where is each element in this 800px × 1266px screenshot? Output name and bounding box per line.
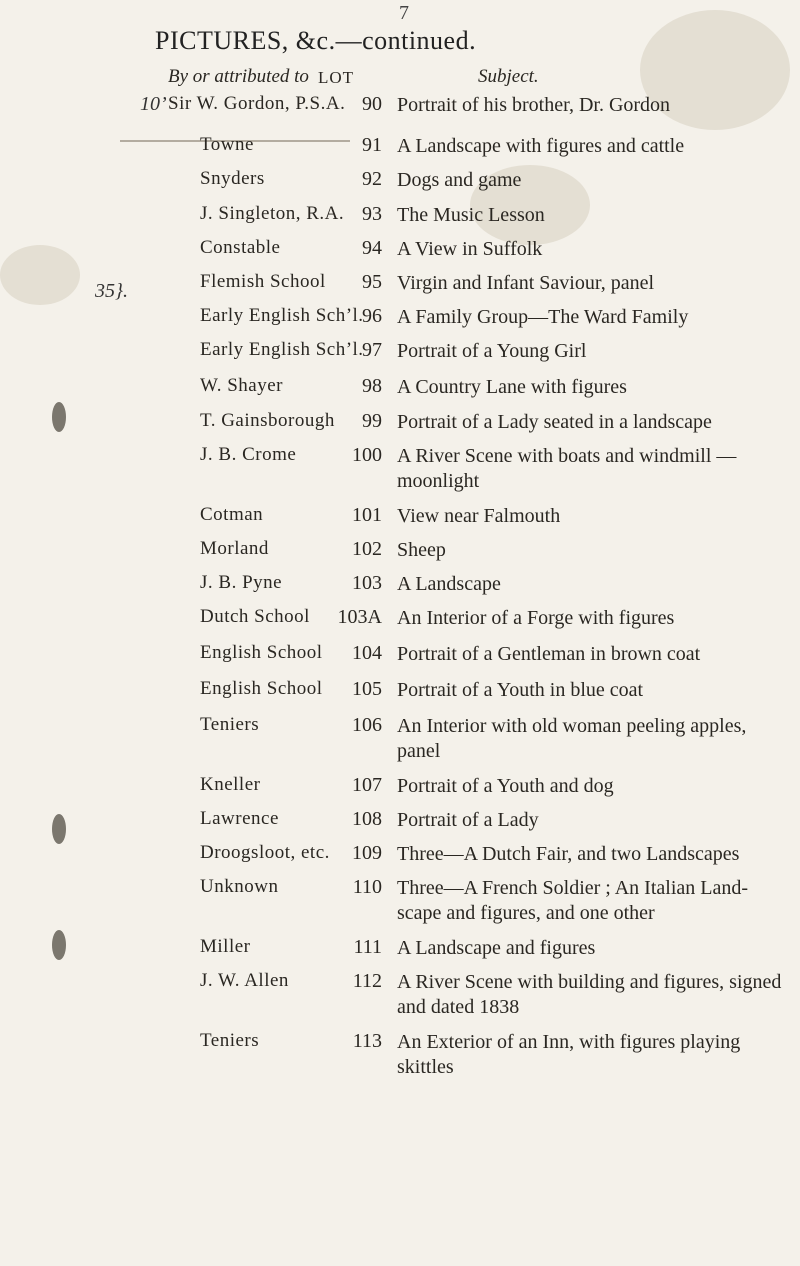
artist-name: J. W. Allen — [200, 970, 289, 991]
lot-description: Portrait of a Youth and dog — [397, 775, 614, 797]
artist-name: Kneller — [200, 774, 261, 795]
margin-note: 10’ — [140, 93, 167, 115]
lot-description: An Interior with old woman peeling apples, panel — [397, 715, 747, 762]
lot-description: Portrait of a Lady seated in a landscape — [397, 411, 712, 433]
artist-name: Teniers — [200, 1030, 260, 1051]
lot-description: An Exterior of an Inn, with figures playing skittles — [397, 1031, 741, 1078]
artist-name: Early English Sch’l. — [200, 305, 364, 326]
lot-number: 110 — [352, 876, 382, 898]
lot-number: 109 — [352, 842, 382, 864]
lot-description: Portrait of his brother, Dr. Gordon — [397, 94, 671, 116]
lot-number: 104 — [352, 642, 382, 664]
lot-number: 94 — [362, 237, 382, 259]
artist-name: Flemish School — [200, 271, 326, 292]
lot-number: 103 — [352, 572, 382, 594]
lot-description: Three—A French Soldier ; An Italian Land-scape and figures, and one other — [397, 877, 749, 924]
lot-description: Portrait of a Lady — [397, 809, 539, 831]
lot-description: Three—A Dutch Fair, and two Landscapes — [397, 843, 740, 865]
lot-number: 111 — [353, 936, 382, 958]
lot-description: A View in Suffolk — [397, 238, 543, 260]
artist-name: W. Shayer — [200, 375, 283, 396]
lot-number: 105 — [352, 678, 382, 700]
lot-description: Portrait of a Gentleman in brown coat — [397, 643, 701, 665]
lot-number: 100 — [352, 444, 382, 466]
lot-number: 108 — [352, 808, 382, 830]
lot-number: 107 — [352, 774, 382, 796]
binding-hole — [52, 402, 66, 432]
artist-name: Sir W. Gordon, P.S.A. — [168, 93, 346, 114]
lot-description: A Family Group—The Ward Family — [397, 306, 689, 328]
lot-description: Virgin and Infant Saviour, panel — [397, 272, 655, 294]
paper-stain — [0, 245, 80, 305]
lot-number: 95 — [362, 271, 382, 293]
lot-description: View near Falmouth — [397, 505, 561, 527]
artist-name: Unknown — [200, 876, 279, 897]
column-header-lot: LOT — [318, 68, 355, 87]
page-heading: PICTURES, &c.—continued. — [155, 26, 477, 55]
artist-name: J. B. Pyne — [200, 572, 283, 593]
lot-description: Dogs and game — [397, 169, 522, 191]
lot-number: 90 — [362, 93, 382, 115]
lot-description: A Country Lane with figures — [397, 376, 627, 398]
lot-number: 101 — [352, 504, 382, 526]
lot-number: 106 — [352, 714, 382, 736]
margin-note: 35}. — [95, 280, 128, 302]
artist-name: Droogsloot, etc. — [200, 842, 330, 863]
page-number: 7 — [399, 2, 409, 24]
artist-name: Dutch School — [200, 606, 310, 627]
lot-description: A River Scene with building and figures, signed and dated 1838 — [397, 971, 782, 1018]
lot-description: An Interior of a Forge with figures — [397, 607, 675, 629]
artist-name: Constable — [200, 237, 281, 258]
artist-name: English School — [200, 678, 323, 699]
lot-number: 93 — [362, 203, 382, 225]
lot-description: Sheep — [397, 539, 446, 561]
lot-number: 102 — [352, 538, 382, 560]
lot-number: 91 — [362, 134, 382, 156]
lot-description: A River Scene with boats and windmill — moonlight — [397, 445, 737, 492]
artist-name: Miller — [200, 936, 251, 957]
lot-number: 92 — [362, 168, 382, 190]
lot-number: 98 — [362, 375, 382, 397]
lot-description: A Landscape and figures — [397, 937, 596, 959]
lot-number: 99 — [362, 410, 382, 432]
artist-name: Morland — [200, 538, 269, 559]
lot-description: Portrait of a Youth in blue coat — [397, 679, 644, 701]
lot-description: A Landscape — [397, 573, 501, 595]
lot-number: 97 — [362, 339, 382, 361]
lot-description: The Music Lesson — [397, 204, 545, 226]
artist-name: Lawrence — [200, 808, 279, 829]
binding-hole — [52, 814, 66, 844]
artist-name: J. Singleton, R.A. — [200, 203, 345, 224]
lot-number: 103A — [337, 606, 382, 628]
artist-name: Cotman — [200, 504, 264, 525]
lot-number: 113 — [352, 1030, 382, 1052]
lot-number: 96 — [362, 305, 382, 327]
artist-name: Towne — [200, 134, 254, 155]
lot-description: A Landscape with figures and cattle — [397, 135, 685, 157]
lot-description: Portrait of a Young Girl — [397, 340, 587, 362]
artist-name: Early English Sch’l. — [200, 339, 364, 360]
binding-hole — [52, 930, 66, 960]
column-header-subject: Subject. — [478, 66, 539, 87]
artist-name: T. Gainsborough — [200, 410, 335, 431]
artist-name: J. B. Crome — [200, 444, 297, 465]
artist-name: Teniers — [200, 714, 260, 735]
lot-number: 112 — [352, 970, 382, 992]
column-header-artist: By or attributed to — [168, 66, 309, 87]
artist-name: English School — [200, 642, 323, 663]
artist-name: Snyders — [200, 168, 265, 189]
